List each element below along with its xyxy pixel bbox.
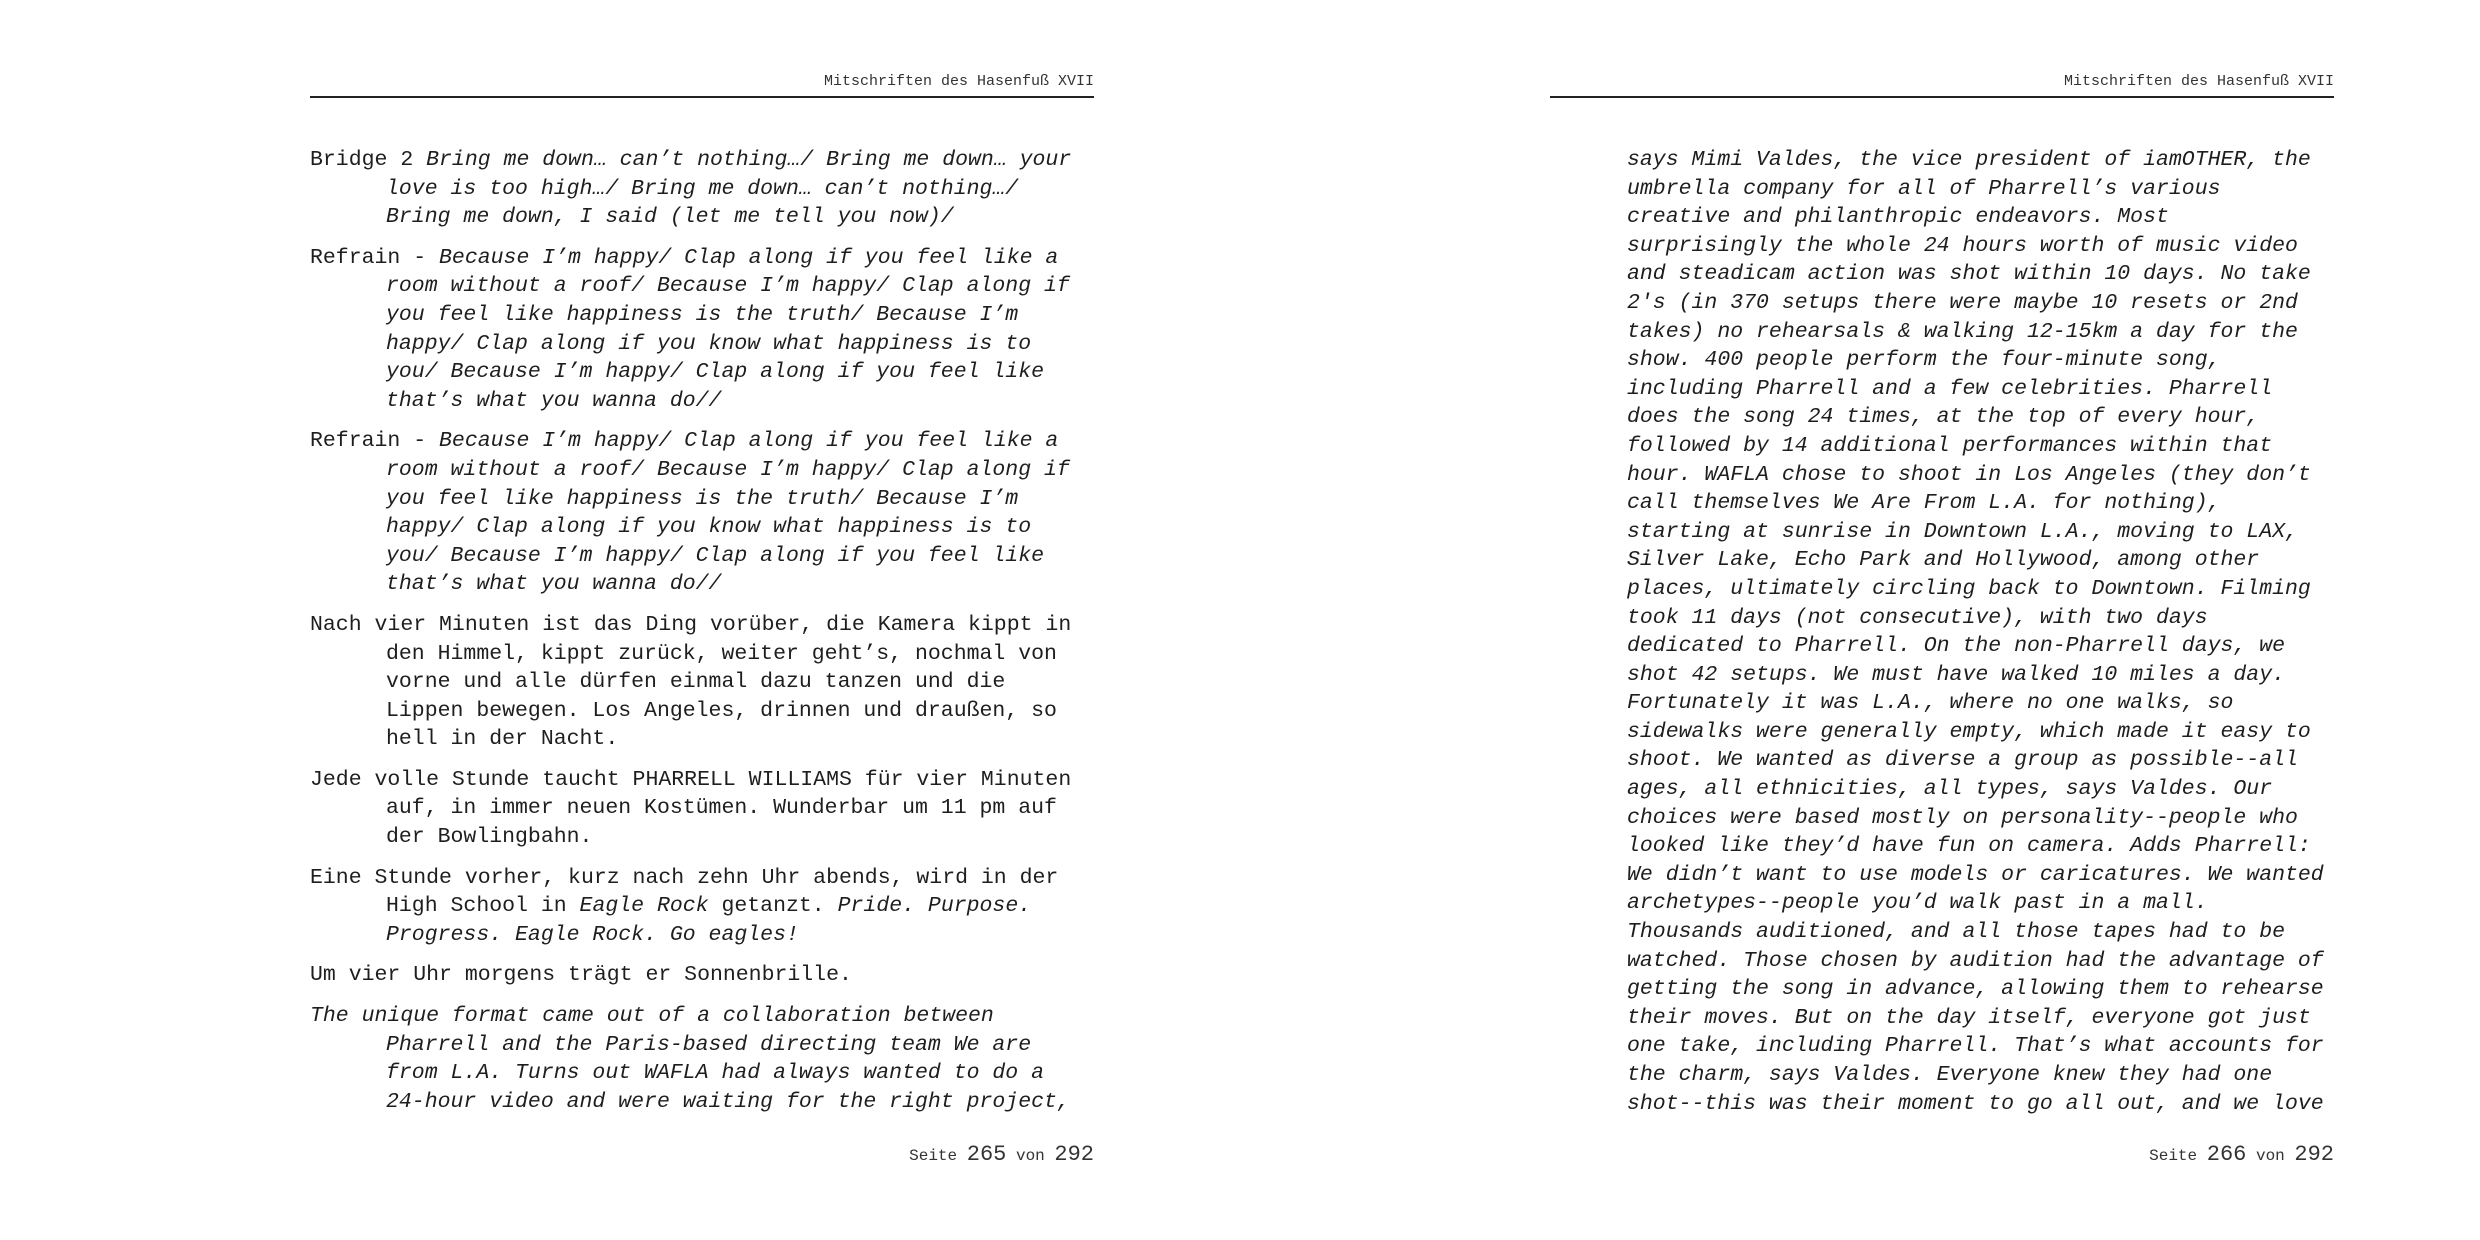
paragraph — [310, 961, 1094, 990]
text-run: getanzt. — [708, 894, 838, 919]
text-run: Refrain - — [310, 245, 440, 270]
paragraph — [310, 244, 1094, 416]
paragraph — [310, 611, 1094, 754]
text-run: The unique format came out of a collaboration between Pharrell and the Paris-based directing team We are from L.A. Turns out WAFLA had always wanted to do a 24-hour video and were waiting for the right project, — [310, 1004, 1070, 1114]
running-header: Mitschriften des Hasenfuß XVII — [823, 73, 1094, 90]
text-run: Eagle Rock — [579, 894, 709, 919]
footer-of: von — [2255, 1147, 2285, 1165]
text-run: Nach vier Minuten ist das Ding vorüber, die Kamera kippt in den Himmel, kippt zurück, weiter geht’s, nochmal von vorne und alle dürfen einmal dazu tanzen und die Lippen bewegen. Los Angeles, drinnen und draußen, so hell in der Nacht. — [310, 612, 1072, 752]
right-page-body — [1627, 146, 2334, 1118]
right-page — [1240, 0, 2480, 1240]
continued-paragraph: says Mimi Valdes, the vice president of iamOTHER, the umbrella company for all of Pharrell’s various creative and philanthropic endeavors. Most surprisingly the whole 24 hours worth of music video and steadicam action was shot within 10 days. No take 2's (in 370 setups there were maybe 10 resets or 2nd takes) no rehearsals & walking 12-15km a day for the show. 400 people perform the four-minute song, including Pharrell and a few celebrities. Pharrell does the song 24 times, at the top of every hour, followed by 14 additional performances within that hour. WAFLA chose to shoot in Los Angeles (they don’t call themselves We Are From L.A. for nothing), starting at sunrise in Downtown L.A., moving to LAX, Silver Lake, Echo Park and Hollywood, among other places, ultimately circling back to Downtown. Filming took 11 days (not consecutive), with two days dedicated to Pharrell. On the non-Pharrell days, we shot 42 setups. We must have walked 10 miles a day. Fortunately it was L.A., where no one walks, so sidewalks were generally empty, which made it easy to shoot. We wanted as diverse a group as possible--all ages, all ethnicities, all types, says Valdes. Our choices were based mostly on personality--people who looked like they’d have fun on camera. Adds Pharrell: We didn’t want to use models or caricatures. We wanted archetypes--people you’d walk past in a mall. Thousands auditioned, and all those tapes had to be watched. Those chosen by audition had the advantage of getting the song in advance, allowing them to rehearse their moves. But on the day itself, everyone got just one take, including Pharrell. That’s what accounts for the charm, says Valdes. Everyone knew they had one shot--this was their moment to go all out, and we love — [1627, 148, 2324, 1116]
paragraph — [310, 427, 1094, 599]
text-run: Because I’m happy/ Clap along if you feel like a room without a roof/ Because I’m happy/ Clap along if you feel like happiness is the truth/ Because I’m happy/ Clap along if you know what happiness is to you/ Because I’m happy/ Clap along if you feel like that’s what you wanna do// — [386, 429, 1070, 597]
paragraph — [310, 766, 1094, 852]
paragraph — [310, 146, 1094, 232]
text-run: Bring me down… can’t nothing…/ Bring me down… your love is too high…/ Bring me down… can’t nothing…/ Bring me down, I said (let me tell you now)/ — [386, 148, 1072, 230]
text-run: Pride. Purpose. Progress. Eagle Rock. Go eagles! — [386, 894, 1032, 947]
paragraph — [310, 864, 1094, 950]
text-run: Eine Stunde vorher, kurz nach zehn Uhr abends, wird in der High School in — [310, 865, 1059, 919]
footer-of: von — [1015, 1147, 1045, 1165]
left-page-body — [310, 146, 1094, 1128]
text-run: Because I’m happy/ Clap along if you feel like a room without a roof/ Because I’m happy/ Clap along if you feel like happiness is the truth/ Because I’m happy/ Clap along if you know what happiness is to you/ Because I’m happy/ Clap along if you feel like that’s what you wanna do// — [386, 245, 1070, 413]
page-number-footer — [909, 1142, 1094, 1167]
footer-prefix: Seite — [2149, 1147, 2198, 1165]
text-run: Refrain - — [310, 429, 440, 454]
text-run: Um vier Uhr morgens trägt er Sonnenbrille. — [310, 963, 852, 988]
page-number-footer — [2149, 1142, 2334, 1167]
running-header: Mitschriften des Hasenfuß XVII — [2063, 73, 2334, 90]
footer-page-number: 266 — [2206, 1142, 2247, 1167]
footer-total-pages: 292 — [1054, 1142, 1094, 1167]
paragraph — [310, 1002, 1094, 1116]
footer-prefix: Seite — [909, 1147, 958, 1165]
header-rule — [1550, 96, 2334, 98]
header-rule — [310, 96, 1094, 98]
footer-total-pages: 292 — [2294, 1142, 2334, 1167]
text-run: Bridge 2 — [310, 148, 427, 172]
text-run: Jede volle Stunde taucht PHARRELL WILLIAMS für vier Minuten auf, in immer neuen Kostümen. Wunderbar um 11 pm auf der Bowlingbahn. — [310, 767, 1072, 850]
footer-page-number: 265 — [966, 1142, 1007, 1167]
